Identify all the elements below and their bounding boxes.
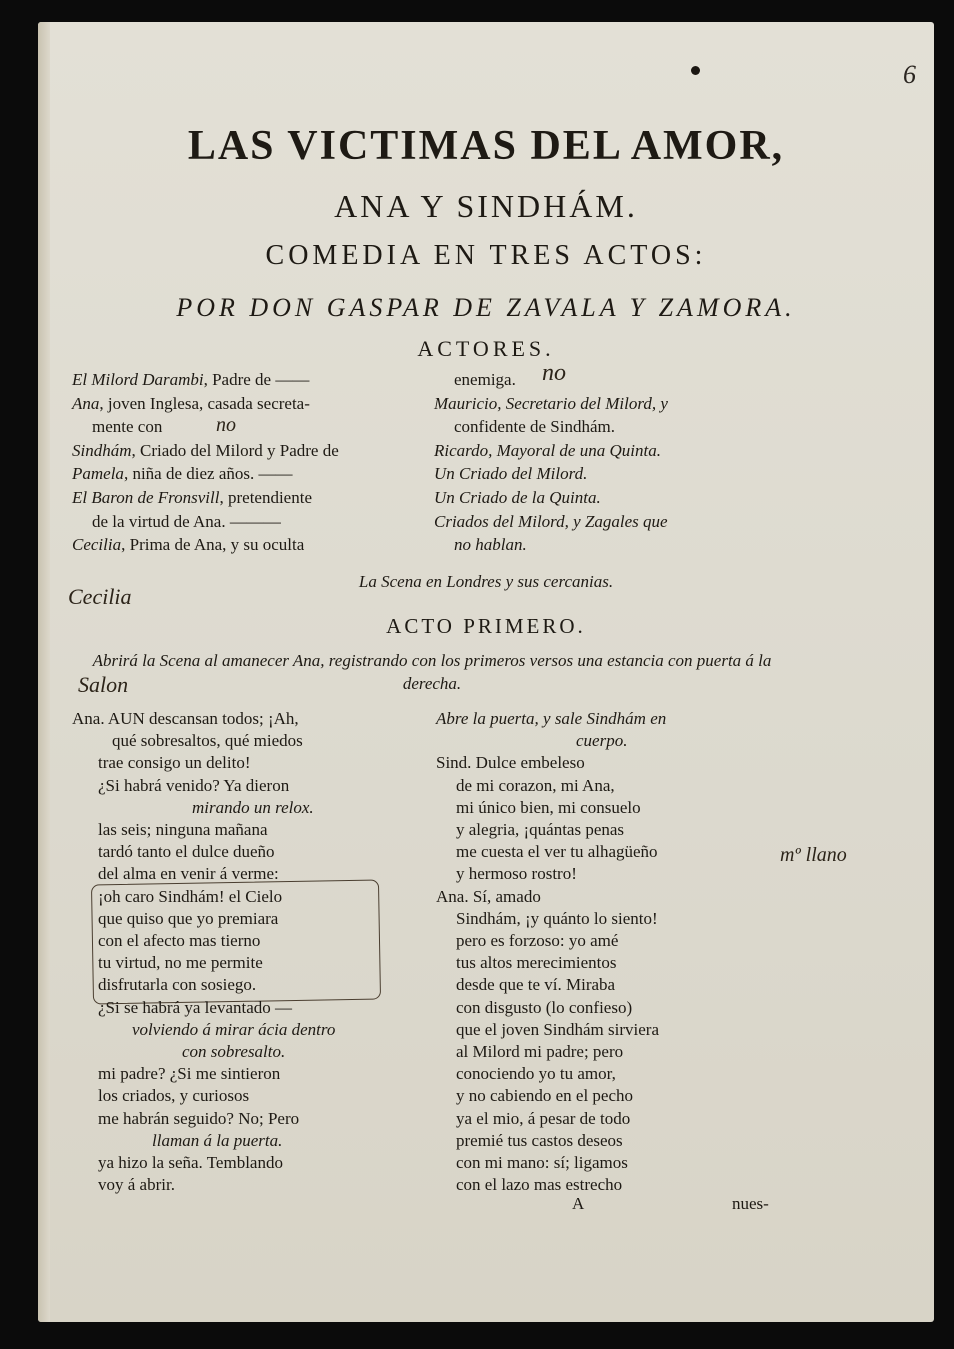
stage-note: mirando un relox. (192, 797, 314, 817)
cast-entry: Ana, joven Inglesa, casada secreta- (72, 393, 310, 413)
verse-line: ¿Si habrá venido? Ya dieron (98, 775, 290, 795)
play-subtitle: ANA Y SINDHÁM. (334, 188, 638, 224)
verse-line: ya hizo la seña. Temblando (98, 1153, 283, 1173)
verse-line: y alegria, ¡quántas penas (456, 820, 625, 840)
verse-line: Sindhám, ¡y quánto lo siento! (456, 908, 658, 928)
verse-line: tardó tanto el dulce dueño (98, 842, 275, 862)
cast-entry: El Baron de Fronsvill, pretendiente (72, 487, 312, 507)
cast-entry: Ricardo, Mayoral de una Quinta. (434, 440, 661, 460)
verse-line: voy á abrir. (98, 1175, 175, 1195)
book-page (38, 22, 934, 1322)
stage-note: llaman á la puerta. (152, 1130, 283, 1150)
verse-column-left (72, 708, 422, 1196)
verse-line: con disgusto (lo confieso) (456, 997, 633, 1017)
ink-dot (691, 66, 700, 75)
cast-entry: Un Criado del Milord. (434, 464, 588, 484)
verse-line: premié tus castos deseos (456, 1130, 623, 1150)
cast-entry: no hablan. (454, 535, 527, 555)
scene-setting: La Scena en Londres y sus cercanias. (358, 572, 614, 591)
cast-entry: Sindhám, Criado del Milord y Padre de (72, 440, 339, 460)
verse-line: trae consigo un delito! (98, 753, 251, 773)
verse-line: que el joven Sindhám sirviera (456, 1019, 660, 1039)
cast-entry: enemiga. (454, 370, 516, 389)
verse-line: Ana. AUN descansan todos; ¡Ah, (72, 709, 299, 728)
play-author: POR DON GASPAR DE ZAVALA Y ZAMORA. (176, 293, 796, 322)
handwritten-note: no (216, 414, 236, 436)
verse-line: que quiso que yo premiara (98, 908, 279, 928)
verse-line: ya el mio, á pesar de todo (456, 1108, 631, 1128)
verse-line: al Milord mi padre; pero (456, 1042, 624, 1062)
stage-note: Abre la puerta, y sale Sindhám en (436, 709, 667, 728)
verse-line: pero es forzoso: yo amé (456, 931, 619, 951)
verse-line: de mi corazon, mi Ana, (456, 775, 615, 795)
catchword: nues- (732, 1194, 769, 1213)
cast-entry: Pamela, niña de diez años. —— (72, 464, 293, 484)
cast-entry: El Milord Darambi, Padre de —— (72, 370, 310, 389)
verse-line: ¿Si se habrá ya levantado — (98, 997, 293, 1017)
verse-column-right (436, 708, 816, 1196)
cast-list-left (72, 368, 436, 557)
signature-mark: A (572, 1194, 585, 1213)
verse-line: qué sobresaltos, qué miedos (112, 731, 303, 751)
cast-entry: confidente de Sindhám. (454, 417, 615, 437)
verse-line: disfrutarla con sosiego. (98, 975, 257, 995)
handwritten-note: mº llano (780, 844, 847, 866)
verse-line: tu virtud, no me permite (98, 953, 263, 973)
verse-line: Sind. Dulce embeleso (436, 753, 585, 773)
verse-line: ¡oh caro Sindhám! el Cielo (98, 886, 283, 906)
cast-entry: Un Criado de la Quinta. (434, 487, 601, 507)
verse-line: y no cabiendo en el pecho (456, 1086, 634, 1106)
verse-line: del alma en venir á verme: (98, 864, 279, 884)
verse-line: las seis; ninguna mañana (98, 820, 268, 840)
cast-entry: mente con (92, 417, 163, 437)
verse-line: mi padre? ¿Si me sintieron (98, 1064, 281, 1084)
cast-entry: Mauricio, Secretario del Milord, y (434, 393, 668, 413)
play-genre: COMEDIA EN TRES ACTOS: (265, 240, 707, 271)
verse-line: desde que te ví. Miraba (456, 975, 616, 995)
actors-heading: ACTORES. (417, 336, 555, 361)
verse-line: con el lazo mas estrecho (456, 1175, 623, 1195)
verse-line: los criados, y curiosos (98, 1086, 250, 1106)
cast-list-right (434, 368, 834, 557)
handwritten-note: no (542, 360, 566, 386)
verse-line: mi único bien, mi consuelo (456, 797, 641, 817)
verse-line: y hermoso rostro! (456, 864, 577, 884)
stage-note: cuerpo. (576, 731, 628, 751)
stage-note: volviendo á mirar ácia dentro (132, 1019, 336, 1039)
act-heading: ACTO PRIMERO. (386, 614, 586, 638)
verse-line: me cuesta el ver tu alhagüeño (456, 842, 658, 862)
stage-note: con sobresalto. (182, 1042, 286, 1062)
cast-entry: de la virtud de Ana. ——— (92, 511, 281, 531)
page-number: 6 (903, 60, 916, 89)
stage-direction: Abrirá la Scena al amanecer Ana, registrando con los primeros versos una estancia con puerta á la derecha. (92, 651, 772, 693)
verse-line: tus altos merecimientos (456, 953, 617, 973)
play-title: LAS VICTIMAS DEL AMOR, (187, 123, 785, 169)
cast-entry: Cecilia, Prima de Ana, y su oculta (72, 535, 305, 555)
handwritten-note: Salon (78, 672, 129, 697)
verse-line: con mi mano: sí; ligamos (456, 1153, 628, 1173)
verse-line: con el afecto mas tierno (98, 931, 261, 951)
handwritten-note: Cecilia (68, 584, 132, 609)
verse-line: Ana. Sí, amado (436, 886, 541, 906)
verse-line: conociendo yo tu amor, (456, 1064, 616, 1084)
verse-line: me habrán seguido? No; Pero (98, 1108, 300, 1128)
cast-entry: Criados del Milord, y Zagales que (434, 511, 668, 531)
